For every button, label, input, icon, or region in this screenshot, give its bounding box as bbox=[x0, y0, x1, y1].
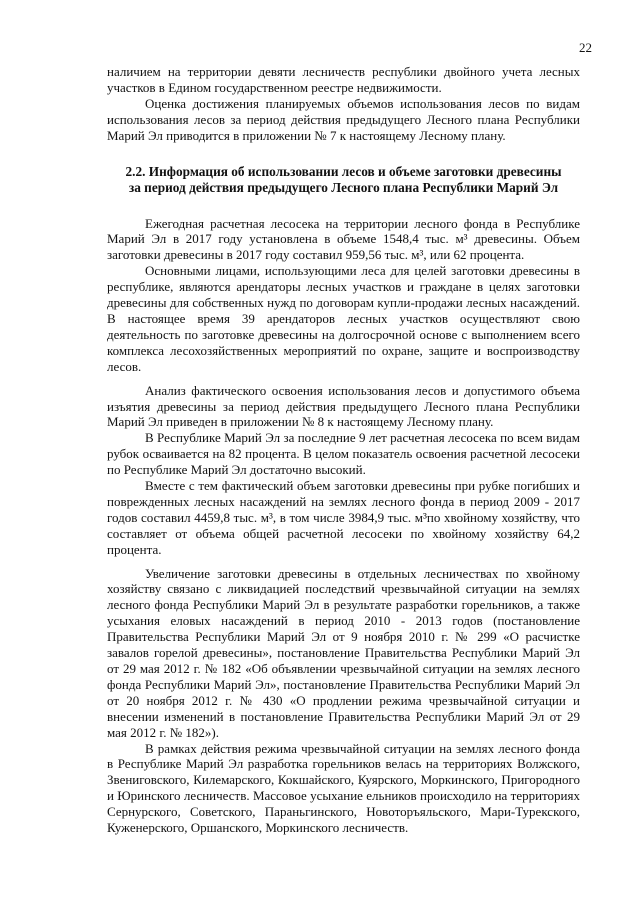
paragraph-main-users: Основными лицами, использующими леса для целей заготовки древесины в республике, являются арендаторы лесных участков и граждане в целях заготовки древесины для собственных нужд по договорам купли-продажи лесных насаждений. В настоящее время 39 арендаторов лесных участков осуществляют свою деятельность по заготовке древесины на долгосрочной основе с выполнением всего комплекса лесохозяйственных мероприятий по охране, защите и воспроизводству лесов. bbox=[107, 263, 580, 374]
section-heading-line-1: 2.2. Информация об использовании лесов и объеме заготовки древесины bbox=[125, 163, 562, 179]
document-body bbox=[107, 64, 580, 836]
section-heading-line-2: за период действия предыдущего Лесного плана Республики Марий Эл bbox=[128, 179, 559, 195]
paragraph-increase: Увеличение заготовки древесины в отдельных лесничествах по хвойному хозяйству связано с ликвидацией последствий чрезвычайной ситуации на землях лесного фонда Республики Марий Эл в результате разработки горельников, а также усыхания еловых насаждений в период 2010 - 2013 годов (постановление Правительства Республики Марий Эл от 9 ноября 2010 г. № 299 «О расчистке завалов горелой древесины», постановление Правительства Республики Марий Эл от 29 мая 2012 г. № 182 «Об объявлении чрезвычайной ситуации на землях лесного фонда Республики Марий Эл», постановление Правительства Республики Марий Эл от 20 ноября 2012 г. № 430 «О продлении режима чрезвычайной ситуации и внесении изменений в постановление Правительства Республики Марий Эл от 29 мая 2012 г. № 182»). bbox=[107, 565, 580, 740]
paragraph-assessment: Оценка достижения планируемых объемов использования лесов по видам использования лесов за период действия предыдущего Лесного плана Республики Марий Эл приводится в приложении № 7 к настоящему Лесному плану. bbox=[107, 95, 580, 143]
page-number: 22 bbox=[579, 40, 592, 55]
section-heading bbox=[107, 164, 580, 196]
paragraph-analysis: Анализ фактического освоения использования лесов и допустимого объема изъятия древесины за период действия предыдущего Лесного плана Республики Марий Эл приведен в приложении № 8 к настоящему Лесному плану. bbox=[107, 382, 580, 430]
paragraph-nine-years: В Республике Марий Эл за последние 9 лет расчетная лесосека по всем видам рубок осваивается на 82 процента. В целом показатель освоения расчетной лесосеки по Республике Марий Эл достаточно высокий. bbox=[107, 430, 580, 478]
paragraph-actual-volume: Вместе с тем фактический объем заготовки древесины при рубке погибших и поврежденных лесных насаждений на землях лесного фонда в период 2009 - 2017 годов составил 4459,8 тыс. м³, в том числе 3984,9 тыс. м³по хвойному хозяйству, что составляет от объема общей расчетной лесосеки по хвойному хозяйству 64,2 процента. bbox=[107, 478, 580, 557]
paragraph-annual-cut: Ежегодная расчетная лесосека на территории лесного фонда в Республике Марий Эл в 2017 году установлена в объеме 1548,4 тыс. м³ древесины. Объем заготовки древесины в 2017 году составил 959,56 тыс. м³, или 62 процента. bbox=[107, 215, 580, 263]
paragraph-emergency: В рамках действия режима чрезвычайной ситуации на землях лесного фонда в Республике Марий Эл разработка горельников велась на территориях Волжского, Звениговского, Килемарского, Кокшайского, Куярского, Моркинского, Пригородного и Юринского лесничеств. Массовое усыхание ельников происходило на территориях Сернурского, Советского, Параньгинского, Новоторъяльского, Мари-Турекского, Куженерского, Оршанского, Моркинского лесничеств. bbox=[107, 740, 580, 836]
paragraph-continued: наличием на территории девяти лесничеств республики двойного учета лесных участков в Едином государственном реестре недвижимости. bbox=[107, 64, 580, 95]
